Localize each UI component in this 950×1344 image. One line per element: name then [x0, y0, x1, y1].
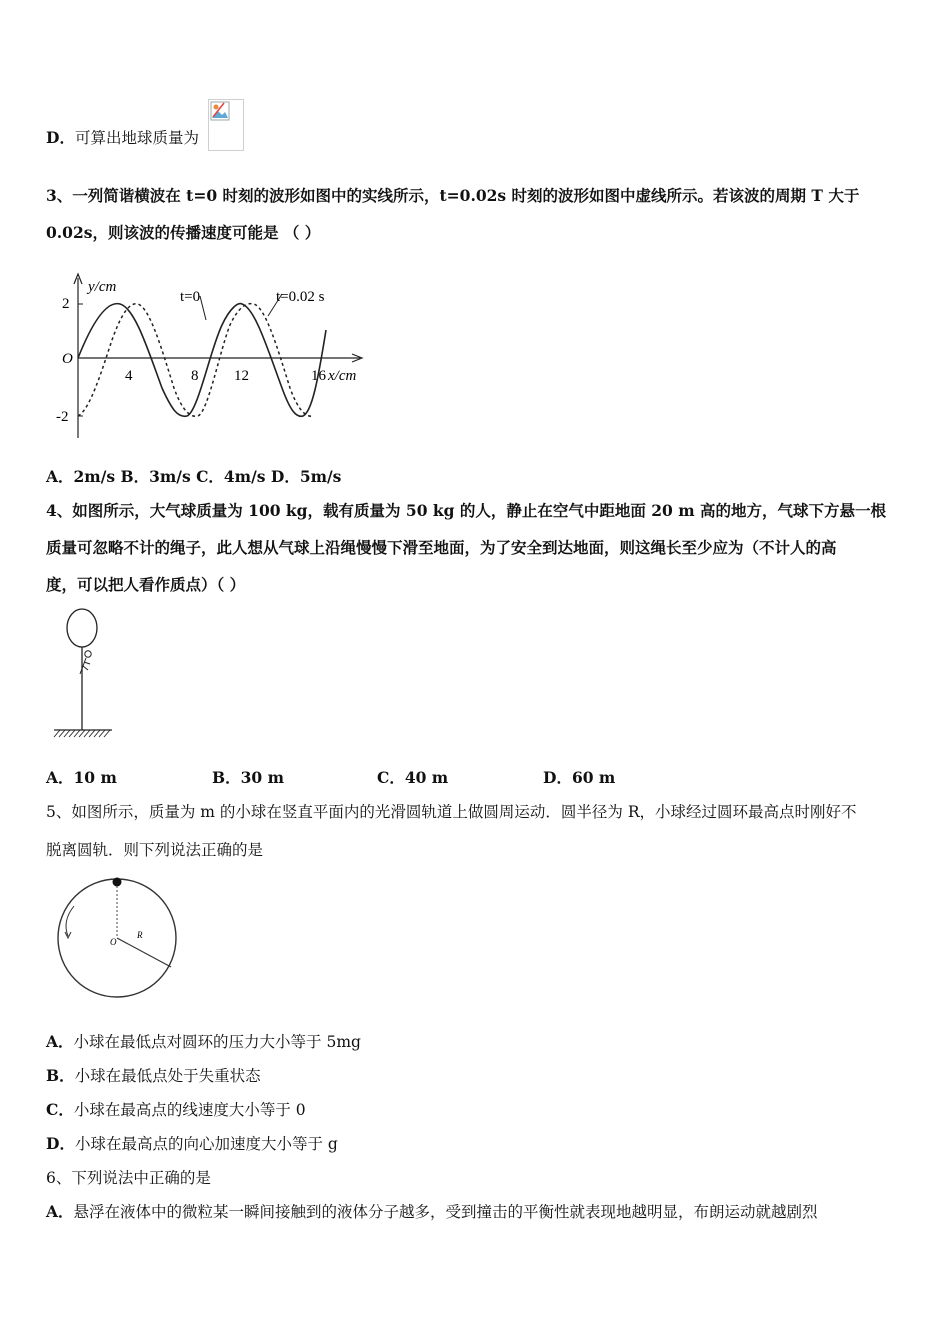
- q4-option-a: A．10 m: [46, 768, 117, 787]
- q5-option-c: [46, 1100, 306, 1120]
- option-letter: C．: [46, 1100, 74, 1119]
- radius-label: R: [137, 930, 143, 940]
- q4-option-d: D．60 m: [543, 768, 616, 787]
- dashed-wave-label: t=0.02 s: [276, 289, 325, 305]
- option-letter: B．: [46, 1066, 75, 1085]
- option-text: 小球在最高点的向心加速度大小等于 g: [74, 1135, 338, 1153]
- option-letter: A．: [46, 1202, 74, 1221]
- circle-track-figure: [54, 874, 180, 1000]
- q2-option-d: [46, 128, 199, 148]
- option-text: 悬浮在液体中的微粒某一瞬间接触到的液体分子越多，受到撞击的平衡性就表现地越明显，布朗运动就越剧烈: [73, 1203, 818, 1221]
- q3-stem-line1: 3、一列简谐横波在 t=0 时刻的波形如图中的实线所示，t=0.02s 时刻的波形如图中虚线所示。若该波的周期 T 大于: [46, 186, 860, 205]
- solid-wave-t0: [78, 304, 326, 417]
- q3-options: A．2m/s B．3m/s C．4m/s D．5m/s: [46, 467, 342, 486]
- q3-stem-line2: 0.02s，则该波的传播速度可能是 （ ）: [46, 223, 321, 242]
- dashed-wave-t002: [78, 304, 314, 417]
- x-tick-12: 12: [234, 368, 249, 384]
- q4-stem-line2: 质量可忽略不计的绳子，此人想从气球上沿绳慢慢下滑至地面，为了安全到达地面，则这绳长至少应为（不计人的高: [46, 538, 837, 557]
- y-tick-2: 2: [62, 296, 70, 312]
- wave-graph: [50, 270, 380, 445]
- q5-stem-line2: 脱离圆轨．则下列说法正确的是: [46, 841, 264, 859]
- q4-option-c: C．40 m: [377, 768, 449, 787]
- balloon-figure: [50, 606, 120, 742]
- option-text: 小球在最低点处于失重状态: [74, 1067, 261, 1085]
- x-tick-16: 16: [311, 368, 326, 384]
- q5-option-b: [46, 1066, 261, 1086]
- q4-stem-line3: 度，可以把人看作质点）（ ）: [46, 575, 246, 594]
- q4-option-b: B．30 m: [212, 768, 284, 787]
- q6-option-a: [46, 1202, 818, 1222]
- center-label: O: [110, 937, 117, 947]
- q4-stem-line1: 4、如图所示，大气球质量为 100 kg，载有质量为 50 kg 的人，静止在空气中距地面 20 m 高的地方，气球下方悬一根: [46, 501, 887, 520]
- option-text: 小球在最低点对圆环的压力大小等于 5mg: [73, 1033, 361, 1051]
- q5-stem-line1: 5、如图所示，质量为 m 的小球在竖直平面内的光滑圆轨道上做圆周运动．圆半径为 R，小球经过圆环最高点时刚好不: [46, 803, 857, 821]
- x-tick-8: 8: [191, 368, 199, 384]
- y-tick-neg2: -2: [56, 409, 69, 425]
- option-text: 小球在最高点的线速度大小等于 0: [73, 1101, 306, 1119]
- solid-wave-label: t=0: [180, 289, 201, 305]
- option-text: 可算出地球质量为: [74, 129, 199, 147]
- broken-image-icon: [208, 99, 244, 151]
- option-letter: D．: [46, 1134, 75, 1153]
- q5-option-d: [46, 1134, 338, 1154]
- q5-option-a: [46, 1032, 361, 1052]
- option-letter: A．: [46, 1032, 74, 1051]
- y-axis-label: y/cm: [88, 279, 117, 295]
- q6-stem: 6、下列说法中正确的是: [46, 1169, 211, 1187]
- x-tick-4: 4: [125, 368, 133, 384]
- origin-label: O: [62, 351, 73, 367]
- option-letter: D．: [46, 128, 75, 147]
- x-axis-label: x/cm: [328, 368, 357, 384]
